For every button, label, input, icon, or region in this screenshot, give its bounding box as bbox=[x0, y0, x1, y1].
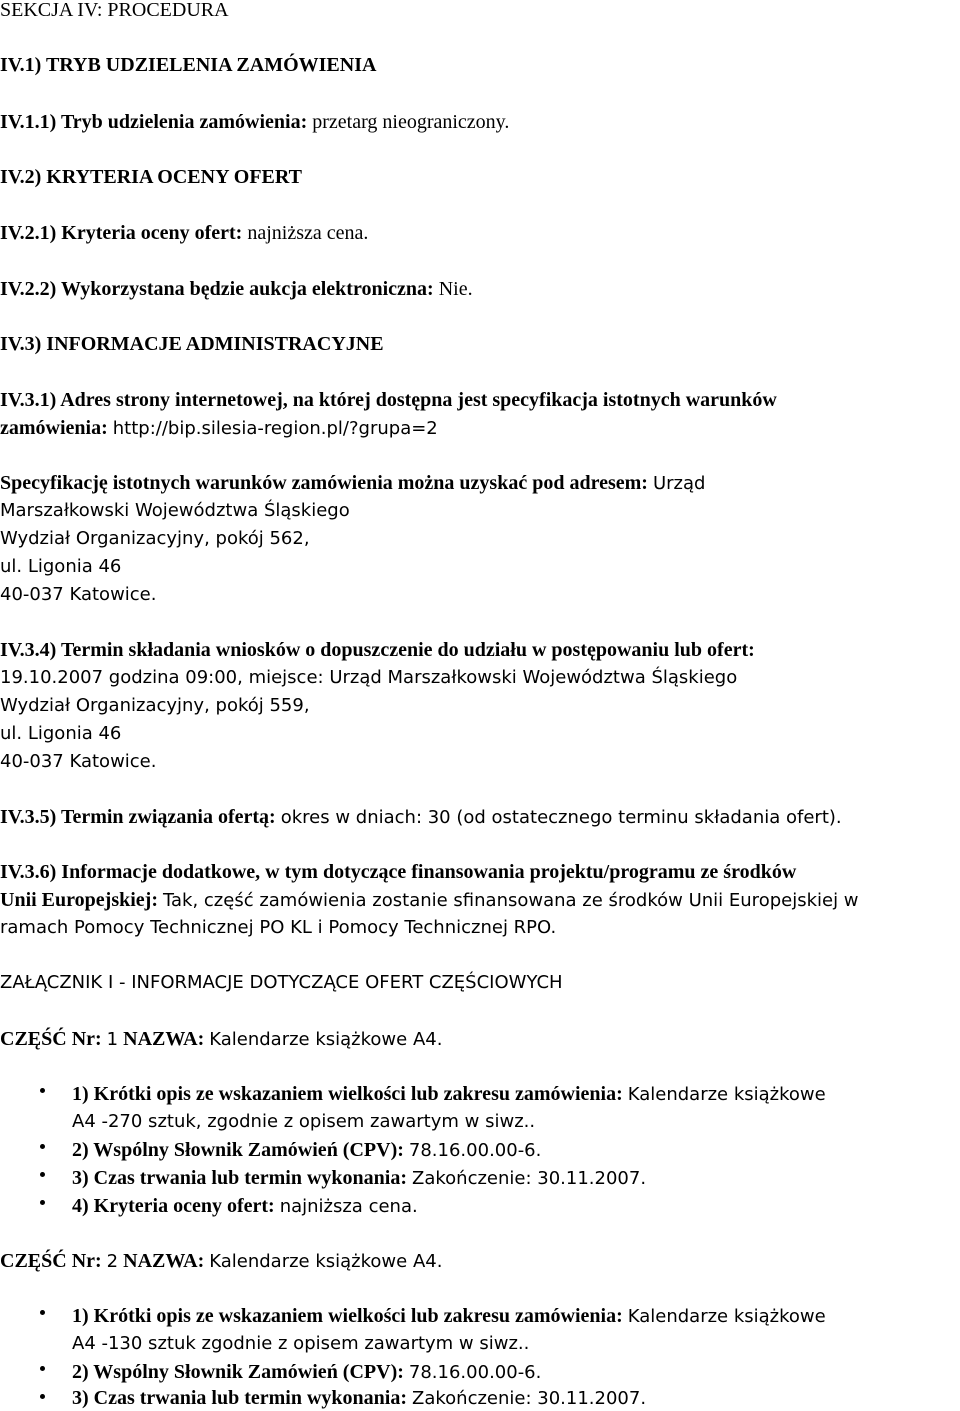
iv21-value: najniższa cena. bbox=[247, 222, 369, 244]
item-value-continued: A4 -270 sztuk, zgodnie z opisem zawartym w siwz.. bbox=[72, 1111, 536, 1132]
part-name-value: Kalendarze książkowe A4. bbox=[209, 1029, 443, 1050]
item-label: 3) Czas trwania lub termin wykonania: bbox=[72, 1167, 408, 1189]
part-nr-label: CZĘŚĆ Nr: bbox=[0, 1028, 102, 1050]
iv31-label-line2: zamówienia: bbox=[0, 417, 108, 439]
part-name-value: Kalendarze książkowe A4. bbox=[209, 1251, 443, 1272]
list-item bbox=[72, 1166, 646, 1191]
item-value-continued: A4 -130 sztuk zgodnie z opisem zawartym w siwz.. bbox=[72, 1333, 530, 1354]
iv22-label: IV.2.2) Wykorzystana będzie aukcja elektroniczna: bbox=[0, 278, 434, 300]
iv34-line: ul. Ligonia 46 bbox=[0, 723, 122, 744]
iv11-label: IV.1.1) Tryb udzielenia zamówienia: bbox=[0, 111, 308, 133]
annex-title: ZAŁĄCZNIK I - INFORMACJE DOTYCZĄCE OFERT CZĘŚCIOWYCH bbox=[0, 972, 563, 993]
list-item bbox=[72, 1082, 826, 1107]
iv21-row bbox=[0, 221, 368, 245]
item-label: 1) Krótki opis ze wskazaniem wielkości lub zakresu zamówienia: bbox=[72, 1305, 623, 1327]
iv2-heading: IV.2) KRYTERIA OCENY OFERT bbox=[0, 166, 302, 188]
item-label: 1) Krótki opis ze wskazaniem wielkości lub zakresu zamówienia: bbox=[72, 1083, 623, 1105]
list-item bbox=[72, 1360, 541, 1385]
item-value: Zakończenie: 30.11.2007. bbox=[412, 1168, 647, 1189]
iv31-label-line1: IV.3.1) Adres strony internetowej, na której dostępna jest specyfikacja istotnych warunków bbox=[0, 389, 777, 411]
item-value: Kalendarze książkowe bbox=[627, 1084, 826, 1105]
iv31-url: http://bip.silesia-region.pl/?grupa=2 bbox=[112, 418, 438, 439]
bullet-icon bbox=[40, 1144, 45, 1149]
item-value: Zakończenie: 30.11.2007. bbox=[412, 1388, 647, 1409]
iv36-label-line1: IV.3.6) Informacje dodatkowe, w tym dotyczące finansowania projektu/programu ze środków bbox=[0, 861, 797, 883]
spec-address-line: Marszałkowski Województwa Śląskiego bbox=[0, 500, 350, 521]
iv36-value-line1: Tak, część zamówienia zostanie sfinansowana ze środków Unii Europejskiej w bbox=[162, 890, 859, 911]
iv36-value-line2: ramach Pomocy Technicznej PO KL i Pomocy Technicznej RPO. bbox=[0, 917, 557, 938]
iv36-row bbox=[0, 888, 859, 913]
part-2-header bbox=[0, 1249, 442, 1274]
list-item bbox=[72, 1194, 418, 1219]
spec-address-line: Wydział Organizacyjny, pokój 562, bbox=[0, 528, 310, 549]
list-item bbox=[72, 1138, 541, 1163]
item-label: 2) Wspólny Słownik Zamówień (CPV): bbox=[72, 1139, 404, 1161]
iv36-label-line2: Unii Europejskiej: bbox=[0, 889, 158, 911]
item-label: 3) Czas trwania lub termin wykonania: bbox=[72, 1387, 408, 1409]
iv22-value: Nie. bbox=[438, 278, 473, 300]
section-title: SEKCJA IV: PROCEDURA bbox=[0, 0, 229, 21]
bullet-icon bbox=[40, 1172, 45, 1177]
iv1-heading: IV.1) TRYB UDZIELENIA ZAMÓWIENIA bbox=[0, 54, 377, 76]
iv34-line: Wydział Organizacyjny, pokój 559, bbox=[0, 695, 310, 716]
iv35-label: IV.3.5) Termin związania ofertą: bbox=[0, 806, 276, 828]
item-value: 78.16.00.00-6. bbox=[408, 1362, 542, 1383]
iv35-value: okres w dniach: 30 (od ostatecznego terminu składania ofert). bbox=[280, 807, 842, 828]
iv21-label: IV.2.1) Kryteria oceny ofert: bbox=[0, 222, 243, 244]
item-value: Kalendarze książkowe bbox=[627, 1306, 826, 1327]
part-nr-value: 1 bbox=[106, 1029, 119, 1050]
spec-value-line1: Urząd bbox=[652, 473, 706, 494]
iv34-line: 19.10.2007 godzina 09:00, miejsce: Urząd Marszałkowski Województwa Śląskiego bbox=[0, 667, 738, 688]
part-name-label: NAZWA: bbox=[123, 1028, 205, 1050]
list-item bbox=[72, 1304, 826, 1329]
item-value: najniższa cena. bbox=[279, 1196, 418, 1217]
iv34-line: 40-037 Katowice. bbox=[0, 751, 157, 772]
bullet-icon bbox=[40, 1394, 45, 1399]
iv3-heading: IV.3) INFORMACJE ADMINISTRACYJNE bbox=[0, 333, 384, 355]
iv11-value: przetarg nieograniczony. bbox=[312, 111, 510, 133]
part-nr-value: 2 bbox=[106, 1251, 119, 1272]
spec-address-line: ul. Ligonia 46 bbox=[0, 556, 122, 577]
spec-row bbox=[0, 471, 705, 496]
part-nr-label: CZĘŚĆ Nr: bbox=[0, 1250, 102, 1272]
bullet-icon bbox=[40, 1200, 45, 1205]
bullet-icon bbox=[40, 1310, 45, 1315]
item-label: 4) Kryteria oceny ofert: bbox=[72, 1195, 275, 1217]
part-1-header bbox=[0, 1027, 442, 1052]
bullet-icon bbox=[40, 1366, 45, 1371]
bullet-icon bbox=[40, 1088, 45, 1093]
iv22-row bbox=[0, 277, 473, 301]
iv31-row bbox=[0, 416, 438, 441]
iv11-row bbox=[0, 110, 509, 134]
item-label: 2) Wspólny Słownik Zamówień (CPV): bbox=[72, 1361, 404, 1383]
list-item bbox=[72, 1386, 646, 1411]
spec-label: Specyfikację istotnych warunków zamówienia można uzyskać pod adresem: bbox=[0, 472, 648, 494]
spec-address-line: 40-037 Katowice. bbox=[0, 584, 157, 605]
iv34-label: IV.3.4) Termin składania wniosków o dopuszczenie do udziału w postępowaniu lub ofert: bbox=[0, 639, 755, 661]
item-value: 78.16.00.00-6. bbox=[408, 1140, 542, 1161]
part-name-label: NAZWA: bbox=[123, 1250, 205, 1272]
iv35-row bbox=[0, 805, 842, 830]
